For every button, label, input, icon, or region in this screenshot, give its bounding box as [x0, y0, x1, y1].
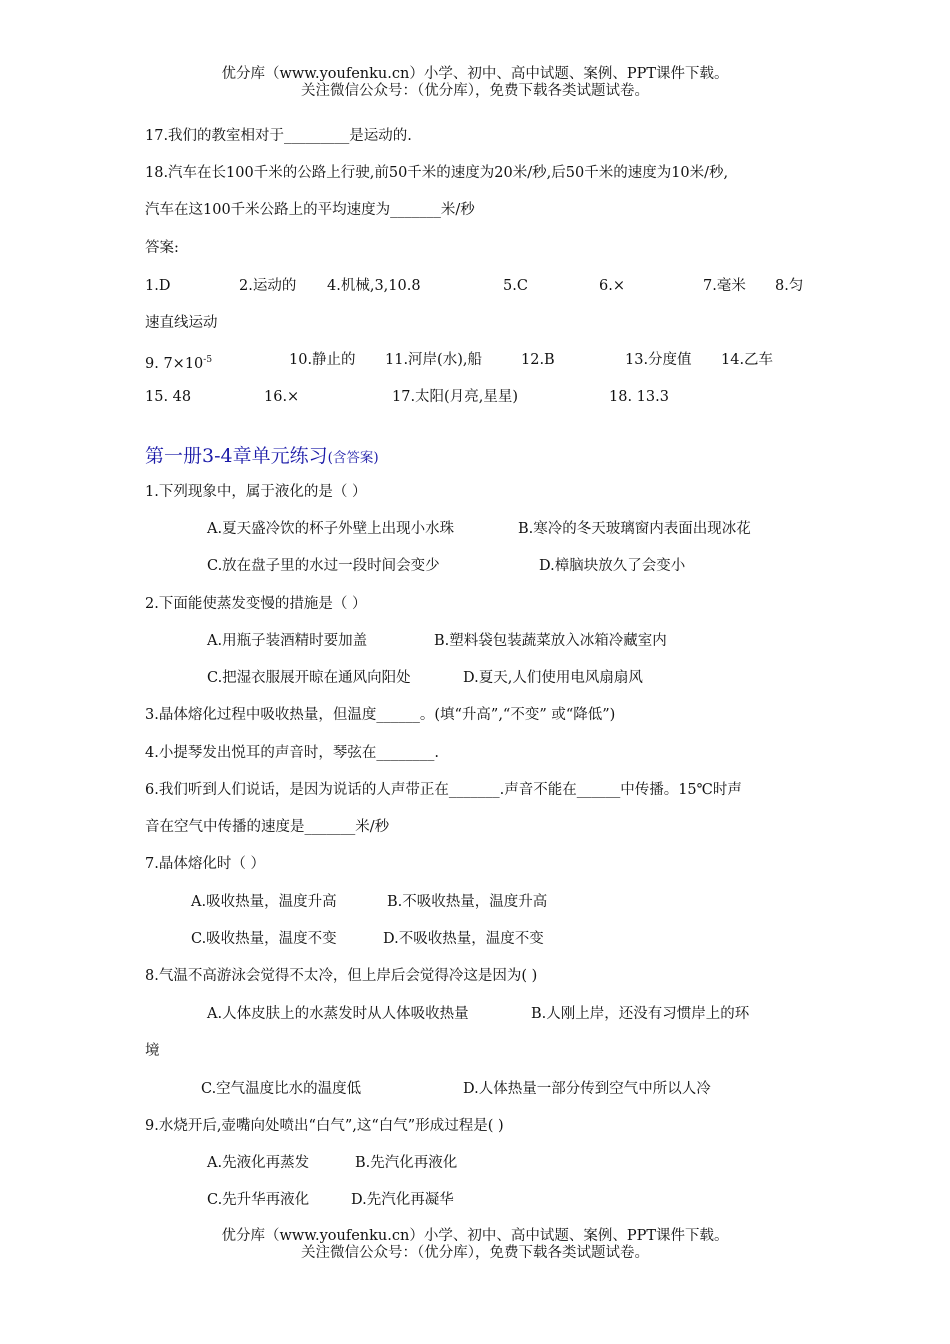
answers-label: 答案:	[145, 240, 179, 256]
answer-18: 18. 13.3	[609, 389, 669, 405]
q2-option-a: A.用瓶子装酒精时要加盖	[207, 633, 368, 649]
section-title-note: (含答案)	[327, 450, 379, 466]
question-6-line-2: 音在空气中传播的速度是_______米/秒	[145, 819, 390, 835]
answer-6: 6.×	[599, 278, 625, 294]
answer-17: 17.太阳(月亮,星星)	[392, 389, 518, 405]
header-line-1: 优分库（www.youfenku.cn）小学、初中、高中试题、案例、PPT课件下载。	[221, 66, 729, 82]
answer-12: 12.B	[521, 352, 555, 368]
answer-15: 15. 48	[145, 389, 192, 405]
q9-option-c: C.先升华再液化	[207, 1192, 310, 1208]
q9-option-d: D.先汽化再凝华	[351, 1192, 454, 1208]
q8-option-b-wrap: 境	[145, 1043, 160, 1059]
question-18-line-2: 汽车在这100千米公路上的平均速度为_______米/秒	[145, 202, 475, 218]
answer-11: 11.河岸(水),船	[385, 352, 482, 368]
answer-8-wrap: 速直线运动	[145, 315, 218, 331]
answer-9-base: 9. 7×10	[145, 356, 204, 372]
answer-13: 13.分度值	[625, 352, 692, 368]
q7-option-d: D.不吸收热量，温度不变	[383, 931, 544, 947]
answer-4: 4.机械,3,10.8	[327, 278, 421, 294]
answer-9	[145, 350, 212, 374]
answer-5: 5.C	[503, 278, 528, 294]
q7-option-b: B.不吸收热量，温度升高	[387, 894, 548, 910]
answer-14: 14.乙车	[721, 352, 774, 368]
q8-option-d: D.人体热量一部分传到空气中所以人冷	[463, 1081, 711, 1097]
q8-option-a: A.人体皮肤上的水蒸发时从人体吸收热量	[207, 1006, 469, 1022]
q7-option-a: A.吸收热量，温度升高	[191, 894, 337, 910]
q9-option-a: A.先液化再蒸发	[207, 1155, 310, 1171]
question-3: 3.晶体熔化过程中吸收热量，但温度______。(填“升高”,“不变” 或“降低”)	[145, 707, 616, 723]
question-7: 7.晶体熔化时（ ）	[145, 856, 265, 872]
q8-option-b: B.人刚上岸，还没有习惯岸上的环	[531, 1006, 750, 1022]
page-header	[0, 66, 950, 100]
answer-1: 1.D	[145, 278, 171, 294]
question-18-line-1: 18.汽车在长100千米的公路上行驶,前50千米的速度为20米/秒,后50千米的速度为10米/秒,	[145, 165, 729, 181]
answer-10: 10.静止的	[289, 352, 356, 368]
answer-2: 2.运动的	[239, 278, 297, 294]
question-4: 4.小提琴发出悦耳的声音时，琴弦在________.	[145, 745, 439, 761]
q2-option-b: B.塑料袋包装蔬菜放入冰箱冷藏室内	[434, 633, 667, 649]
question-8: 8.气温不高游泳会觉得不太冷，但上岸后会觉得冷这是因为( )	[145, 968, 538, 984]
question-2: 2.下面能使蒸发变慢的措施是（ ）	[145, 596, 367, 612]
question-1: 1.下列现象中，属于液化的是（ ）	[145, 484, 367, 500]
question-17: 17.我们的教室相对于_________是运动的.	[145, 128, 412, 144]
question-9: 9.水烧开后,壶嘴向处喷出“白气”,这“白气”形成过程是( )	[145, 1118, 504, 1134]
answer-16: 16.×	[264, 389, 300, 405]
question-6-line-1: 6.我们听到人们说话，是因为说话的人声带正在_______.声音不能在______中传播。15℃时声	[145, 782, 742, 798]
q1-option-c: C.放在盘子里的水过一段时间会变少	[207, 558, 440, 574]
q7-option-c: C.吸收热量，温度不变	[191, 931, 337, 947]
answer-7: 7.毫米	[703, 278, 746, 294]
answer-8: 8.匀	[775, 278, 804, 294]
section-title-main: 第一册3-4章单元练习	[145, 445, 328, 467]
q1-option-a: A.夏天盛冷饮的杯子外壁上出现小水珠	[207, 521, 455, 537]
q9-option-b: B.先汽化再液化	[355, 1155, 458, 1171]
footer-line-1: 优分库（www.youfenku.cn）小学、初中、高中试题、案例、PPT课件下载。	[221, 1228, 729, 1244]
q8-option-c: C.空气温度比水的温度低	[201, 1081, 362, 1097]
header-line-2: 关注微信公众号：（优分库），免费下载各类试题试卷。	[301, 83, 649, 99]
q1-option-b: B.寒冷的冬天玻璃窗内表面出现冰花	[518, 521, 751, 537]
section-title	[145, 441, 379, 468]
footer-line-2: 关注微信公众号：（优分库），免费下载各类试题试卷。	[301, 1245, 649, 1261]
page-footer	[0, 1228, 950, 1262]
q2-option-d: D.夏天,人们使用电风扇扇风	[463, 670, 643, 686]
answer-9-exponent: -5	[203, 355, 213, 365]
q1-option-d: D.樟脑块放久了会变小	[539, 558, 686, 574]
q2-option-c: C.把湿衣服展开晾在通风向阳处	[207, 670, 411, 686]
